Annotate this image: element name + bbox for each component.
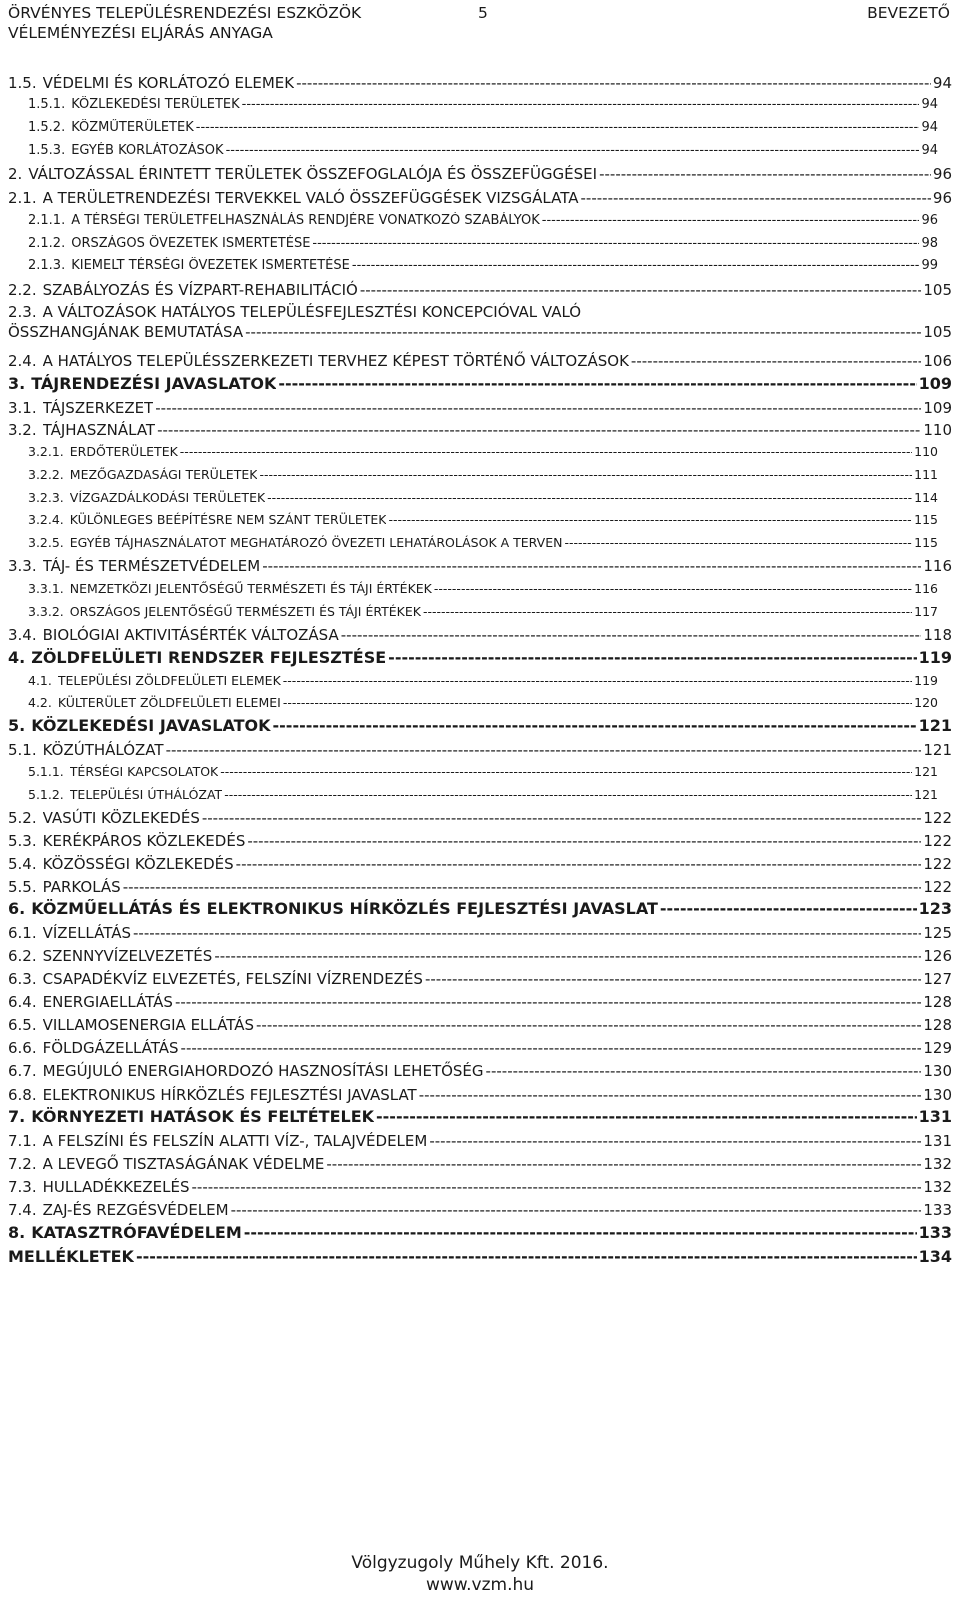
toc-entry-page: 122 xyxy=(923,832,952,850)
toc-entry-number: 2.1.2. xyxy=(28,236,66,251)
toc-entry[interactable] xyxy=(8,556,952,576)
toc-entry-title: A TERÜLETRENDEZÉSI TERVEKKEL VALÓ ÖSSZEFÜGGÉSEK VIZSGÁLATA xyxy=(42,189,579,207)
toc-entry-title: TÁJ- ÉS TERMÉSZETVÉDELEM xyxy=(42,557,261,575)
toc-entry-title: ELEKTRONIKUS HÍRKÖZLÉS FEJLESZTÉSI JAVASLAT xyxy=(42,1086,417,1104)
toc-entry-number: 3.2.1. xyxy=(28,444,64,459)
toc-entry-title: VILLAMOSENERGIA ELLÁTÁS xyxy=(42,1016,254,1034)
toc-entry-number: 1.5. xyxy=(8,74,37,92)
toc-entry[interactable] xyxy=(8,280,952,300)
toc-entry-number: 3.2.3. xyxy=(28,490,64,505)
toc-entry[interactable] xyxy=(8,877,952,897)
toc-entry[interactable] xyxy=(8,854,952,874)
toc-entry-title: A TÉRSÉGI TERÜLETFELHASZNÁLÁS RENDJÉRE VONATKOZÓ SZABÁLYOK xyxy=(71,213,540,228)
toc-entry-number: 6.7. xyxy=(8,1062,37,1080)
toc-leader-dashes xyxy=(419,1085,922,1105)
toc-entry-number: 3.2. xyxy=(8,421,37,439)
toc-leader-dashes xyxy=(429,1131,921,1151)
toc-leader-dashes xyxy=(326,1154,921,1174)
toc-entry-title: NEMZETKÖZI JELENTŐSÉGŰ TERMÉSZETI ÉS TÁJI ÉRTÉKEK xyxy=(69,581,432,596)
toc-entry[interactable] xyxy=(8,164,952,184)
toc-entry[interactable] xyxy=(8,1107,952,1127)
toc-entry[interactable] xyxy=(8,808,952,828)
toc-entry-page: 130 xyxy=(923,1086,952,1104)
toc-entry-number: 4.2. xyxy=(28,695,52,710)
toc-entry-page: 120 xyxy=(914,695,938,710)
toc-entry-number: 3.2.2. xyxy=(28,467,64,482)
toc-leader-dashes xyxy=(278,374,916,394)
toc-entry-page: 96 xyxy=(932,165,952,183)
toc-entry-page: 131 xyxy=(918,1107,952,1126)
toc-entry-title: FÖLDGÁZELLÁTÁS xyxy=(42,1039,179,1057)
toc-entry-number: 7.4. xyxy=(8,1201,37,1219)
page-header xyxy=(8,4,950,44)
toc-entry-title: KÖZÖSSÉGI KÖZLEKEDÉS xyxy=(42,855,234,873)
toc-entry-page: 121 xyxy=(918,716,952,735)
toc-entry[interactable] xyxy=(28,763,938,781)
toc-entry[interactable] xyxy=(28,96,938,114)
toc-entry[interactable] xyxy=(8,946,952,966)
toc-entry-title: A FELSZÍNI ÉS FELSZÍN ALATTI VÍZ-, TALAJVÉDELEM xyxy=(42,1132,428,1150)
toc-leader-dashes xyxy=(133,923,921,943)
toc-entry[interactable] xyxy=(28,443,938,461)
toc-entry-page: 128 xyxy=(923,1016,952,1034)
toc-entry-title: HULLADÉKKEZELÉS xyxy=(42,1178,190,1196)
toc-entry[interactable] xyxy=(28,466,938,484)
toc-entry-page: 133 xyxy=(923,1201,952,1219)
toc-entry[interactable] xyxy=(28,672,938,690)
toc-entry-title: KÜLÖNLEGES BEÉPÍTÉSRE NEM SZÁNT TERÜLETEK xyxy=(69,512,387,527)
toc-leader-dashes xyxy=(259,466,912,484)
toc-entry-page: 119 xyxy=(914,673,938,688)
toc-entry-page: 94 xyxy=(921,120,938,135)
toc-entry-number: 3.4. xyxy=(8,626,37,644)
toc-entry-page: 129 xyxy=(923,1039,952,1057)
toc-entry-title: TÁJSZERKEZET xyxy=(42,399,154,417)
toc-entry-title: VÁLTOZÁSSAL ÉRINTETT TERÜLETEK ÖSSZEFOGLALÓJA ÉS ÖSSZEFÜGGÉSEI xyxy=(28,165,598,183)
toc-entry[interactable] xyxy=(8,1177,952,1197)
toc-leader-dashes xyxy=(312,235,919,253)
toc-entry-page: 131 xyxy=(923,1132,952,1150)
toc-entry-title: PARKOLÁS xyxy=(42,878,121,896)
toc-leader-dashes xyxy=(283,672,912,690)
toc-entry-title: ZAJ-ÉS REZGÉSVÉDELEM xyxy=(42,1201,229,1219)
toc-entry[interactable] xyxy=(28,235,938,253)
toc-entry-number: 7.2. xyxy=(8,1155,37,1173)
toc-entry-number: 5.1. xyxy=(8,741,37,759)
toc-entry-number: 6. xyxy=(8,899,26,918)
toc-entry-page: 128 xyxy=(923,993,952,1011)
footer-website: www.vzm.hu xyxy=(425,1575,535,1595)
toc-leader-dashes xyxy=(262,556,921,576)
toc-entry-number: 2.2. xyxy=(8,281,37,299)
toc-leader-dashes xyxy=(542,212,920,230)
toc-leader-dashes xyxy=(180,443,912,461)
toc-entry[interactable] xyxy=(8,831,952,851)
toc-entry[interactable] xyxy=(28,142,938,160)
toc-entry-page: 115 xyxy=(914,535,938,550)
toc-entry-page: 96 xyxy=(932,189,952,207)
toc-leader-dashes xyxy=(273,716,917,736)
toc-entry-title: VÉDELMI ÉS KORLÁTOZÓ ELEMEK xyxy=(42,74,295,92)
toc-entry-page: 122 xyxy=(923,855,952,873)
toc-entry-page: 125 xyxy=(923,924,952,942)
toc-entry[interactable] xyxy=(8,374,952,394)
toc-entry-page: 94 xyxy=(921,143,938,158)
toc-entry-number: 5.4. xyxy=(8,855,37,873)
toc-entry-title: EGYÉB TÁJHASZNÁLATOT MEGHATÁROZÓ ÖVEZETI LEHATÁROLÁSOK A TERVEN xyxy=(69,535,563,550)
toc-entry-number: 3.3. xyxy=(8,557,37,575)
toc-entry-number: 6.4. xyxy=(8,993,37,1011)
toc-entry-title: BIOLÓGIAI AKTIVITÁSÉRTÉK VÁLTOZÁSA xyxy=(42,626,339,644)
toc-entry-page: 127 xyxy=(923,970,952,988)
header-subtitle: VÉLEMÉNYEZÉSI ELJÁRÁS ANYAGA xyxy=(8,24,273,42)
toc-entry[interactable] xyxy=(28,511,938,529)
toc-entry-page: 111 xyxy=(914,467,938,482)
toc-entry-number: 1.5.3. xyxy=(28,143,66,158)
toc-entry[interactable] xyxy=(8,899,952,919)
toc-entry-title: KÖZMŰTERÜLETEK xyxy=(71,120,194,135)
toc-entry-number: 7. xyxy=(8,1107,26,1126)
toc-entry-title: KIEMELT TÉRSÉGI ÖVEZETEK ISMERTETÉSE xyxy=(71,258,350,273)
toc-leader-dashes xyxy=(226,142,920,160)
toc-entry[interactable] xyxy=(28,119,938,137)
toc-entry-number: 6.5. xyxy=(8,1016,37,1034)
toc-entry-page: 98 xyxy=(921,236,938,251)
toc-entry-page: 106 xyxy=(923,352,952,370)
toc-entry-title: A VÁLTOZÁSOK HATÁLYOS TELEPÜLÉSFEJLESZTÉSI KONCEPCIÓVAL VALÓ xyxy=(42,303,582,321)
header-page-number: 5 xyxy=(478,4,488,22)
toc-entry-number: 4.1. xyxy=(28,673,52,688)
toc-entry-page: 115 xyxy=(914,512,938,527)
toc-entry-page: 121 xyxy=(923,741,952,759)
toc-leader-dashes xyxy=(231,1200,922,1220)
toc-entry[interactable] xyxy=(8,1131,952,1151)
toc-entry-number: 2.1.1. xyxy=(28,213,66,228)
toc-entry-page: 110 xyxy=(914,444,938,459)
toc-entry[interactable] xyxy=(8,1015,952,1035)
toc-entry-number: 5. xyxy=(8,716,26,735)
toc-entry[interactable] xyxy=(8,716,952,736)
toc-entry-title: EGYÉB KORLÁTOZÁSOK xyxy=(71,143,224,158)
toc-leader-dashes xyxy=(388,648,916,668)
toc-leader-dashes xyxy=(214,946,921,966)
toc-entry-page: 123 xyxy=(918,899,952,918)
toc-entry-title: ORSZÁGOS ÖVEZETEK ISMERTETÉSE xyxy=(71,236,311,251)
toc-entry-number: 6.3. xyxy=(8,970,37,988)
toc-entry-title: TÁJHASZNÁLAT xyxy=(42,421,156,439)
toc-entry[interactable] xyxy=(28,534,938,552)
toc-entry-title: MEGÚJULÓ ENERGIAHORDOZÓ HASZNOSÍTÁSI LEHETŐSÉG xyxy=(42,1062,484,1080)
header-section: BEVEZETŐ xyxy=(867,4,950,22)
toc-entry-page: 96 xyxy=(921,213,938,228)
toc-entry-number: 3.2.4. xyxy=(28,512,64,527)
toc-entry-number: 6.1. xyxy=(8,924,37,942)
toc-entry[interactable] xyxy=(8,1154,952,1174)
toc-leader-dashes xyxy=(242,96,920,114)
toc-entry-page: 130 xyxy=(923,1062,952,1080)
toc-leader-dashes xyxy=(352,257,920,275)
toc-entry-title: KATASZTRÓFAVÉDELEM xyxy=(31,1223,242,1242)
toc-entry-number: 1.5.2. xyxy=(28,120,66,135)
toc-entry-title: KÖZÚTHÁLÓZAT xyxy=(42,741,164,759)
toc-leader-dashes xyxy=(155,398,921,418)
toc-entry-title: KÖZLEKEDÉSI JAVASLATOK xyxy=(31,716,271,735)
toc-entry-number: 6.6. xyxy=(8,1039,37,1057)
toc-entry-page: 105 xyxy=(923,323,952,341)
toc-entry-page: 94 xyxy=(932,74,952,92)
toc-entry-number: 2. xyxy=(8,165,23,183)
toc-entry-title: ZÖLDFELÜLETI RENDSZER FEJLESZTÉSE xyxy=(31,648,387,667)
toc-entry-number: 3.3.1. xyxy=(28,581,64,596)
toc-entry-page: 132 xyxy=(923,1178,952,1196)
toc-entry-page: 122 xyxy=(923,809,952,827)
toc-entry-number: 8. xyxy=(8,1223,26,1242)
toc-entry[interactable] xyxy=(28,786,938,804)
toc-entry-title: MELLÉKLETEK xyxy=(8,1247,134,1266)
toc-entry[interactable] xyxy=(8,1223,952,1243)
toc-entry[interactable] xyxy=(8,625,952,645)
toc-entry-number: 7.3. xyxy=(8,1178,37,1196)
toc-leader-dashes xyxy=(136,1247,917,1267)
toc-entry[interactable] xyxy=(8,1247,952,1267)
toc-entry-page: 118 xyxy=(923,626,952,644)
toc-entry-page: 122 xyxy=(923,878,952,896)
toc-entry-title: KERÉKPÁROS KÖZLEKEDÉS xyxy=(42,832,246,850)
toc-entry-title: KÖRNYEZETI HATÁSOK ÉS FELTÉTELEK xyxy=(31,1107,375,1126)
toc-entry-number: 3.1. xyxy=(8,399,37,417)
toc-leader-dashes xyxy=(245,322,921,342)
toc-leader-dashes xyxy=(157,420,921,440)
toc-entry-title: TELEPÜLÉSI ÚTHÁLÓZAT xyxy=(69,787,223,802)
toc-entry-number: 5.3. xyxy=(8,832,37,850)
toc-leader-dashes xyxy=(660,899,917,919)
footer-company: Völgyzugoly Műhely Kft. 2016. xyxy=(351,1553,609,1573)
header-title: ÖRVÉNYES TELEPÜLÉSRENDEZÉSI ESZKÖZÖK xyxy=(8,4,362,22)
toc-leader-dashes xyxy=(220,763,912,781)
toc-entry[interactable] xyxy=(8,1061,952,1081)
toc-leader-dashes xyxy=(196,119,920,137)
toc-entry-title: KÜLTERÜLET ZÖLDFELÜLETI ELEMEI xyxy=(57,695,281,710)
toc-leader-dashes xyxy=(425,969,921,989)
toc-entry-page: 105 xyxy=(923,281,952,299)
toc-entry-title: SZABÁLYOZÁS ÉS VÍZPART-REHABILITÁCIÓ xyxy=(42,281,358,299)
toc-leader-dashes xyxy=(123,877,922,897)
toc-leader-dashes xyxy=(341,625,922,645)
toc-entry-title: A LEVEGŐ TISZTASÁGÁNAK VÉDELME xyxy=(42,1155,325,1173)
toc-entry-title: SZENNYVÍZELVEZETÉS xyxy=(42,947,213,965)
toc-leader-dashes xyxy=(247,831,921,851)
toc-entry-page: 114 xyxy=(914,490,938,505)
toc-entry[interactable] xyxy=(8,648,952,668)
toc-leader-dashes xyxy=(599,164,931,184)
toc-entry[interactable] xyxy=(8,420,952,440)
toc-entry[interactable] xyxy=(28,489,938,507)
toc-entry-title: VASÚTI KÖZLEKEDÉS xyxy=(42,809,200,827)
toc-entry-number: 2.1. xyxy=(8,189,37,207)
toc-leader-dashes xyxy=(486,1061,922,1081)
toc-entry-title: TÉRSÉGI KAPCSOLATOK xyxy=(69,764,219,779)
toc-entry[interactable] xyxy=(8,351,952,371)
toc-entry-title: CSAPADÉKVÍZ ELVEZETÉS, FELSZÍNI VÍZRENDEZÉS xyxy=(42,970,423,988)
toc-entry-number: 7.1. xyxy=(8,1132,37,1150)
toc-leader-dashes xyxy=(631,351,921,371)
toc-leader-dashes xyxy=(236,854,922,874)
toc-entry-number: 5.1.1. xyxy=(28,764,64,779)
toc-entry-number: 3. xyxy=(8,374,26,393)
toc-entry-number: 6.8. xyxy=(8,1086,37,1104)
toc-entry-title: MEZŐGAZDASÁGI TERÜLETEK xyxy=(69,467,258,482)
toc-entry[interactable] xyxy=(8,1200,952,1220)
toc-entry-title-line2 xyxy=(8,322,952,342)
toc-leader-dashes xyxy=(175,992,921,1012)
toc-entry-page: 133 xyxy=(918,1223,952,1242)
toc-leader-dashes xyxy=(166,740,922,760)
toc-entry-page: 116 xyxy=(923,557,952,575)
toc-entry-page: 109 xyxy=(923,399,952,417)
toc-entry-number: 4. xyxy=(8,648,26,667)
toc-entry[interactable] xyxy=(28,580,938,598)
toc-entry-title: VÍZELLÁTÁS xyxy=(42,924,131,942)
toc-entry-number: 3.3.2. xyxy=(28,604,64,619)
toc-entry-page: 110 xyxy=(923,421,952,439)
toc-entry-title-line1 xyxy=(8,302,952,322)
toc-entry[interactable] xyxy=(28,603,938,621)
toc-leader-dashes xyxy=(564,534,912,552)
toc-entry-page: 116 xyxy=(914,581,938,596)
toc-entry-page: 117 xyxy=(914,604,938,619)
toc-leader-dashes xyxy=(296,73,931,93)
toc-entry-title: VÍZGAZDÁLKODÁSI TERÜLETEK xyxy=(69,490,266,505)
toc-entry[interactable] xyxy=(28,257,938,275)
toc-entry[interactable] xyxy=(8,1085,952,1105)
toc-entry-number: 5.2. xyxy=(8,809,37,827)
toc-leader-dashes xyxy=(581,188,931,208)
toc-leader-dashes xyxy=(202,808,922,828)
toc-leader-dashes xyxy=(192,1177,922,1197)
toc-entry[interactable] xyxy=(8,992,952,1012)
toc-entry-title: KÖZMŰELLÁTÁS ÉS ELEKTRONIKUS HÍRKÖZLÉS FEJLESZTÉSI JAVASLAT xyxy=(31,899,658,918)
toc-leader-dashes xyxy=(256,1015,921,1035)
toc-entry-page: 94 xyxy=(921,97,938,112)
toc-leader-dashes xyxy=(376,1107,917,1127)
toc-entry-number: 2.4. xyxy=(8,352,37,370)
toc-entry[interactable] xyxy=(28,212,938,230)
toc-entry-title: TÁJRENDEZÉSI JAVASLATOK xyxy=(31,374,277,393)
toc-entry-title: ENERGIAELLÁTÁS xyxy=(42,993,173,1011)
toc-entry-page: 121 xyxy=(914,787,938,802)
toc-entry[interactable] xyxy=(8,188,952,208)
toc-leader-dashes xyxy=(224,786,912,804)
toc-entry[interactable] xyxy=(8,923,952,943)
toc-entry-number: 2.1.3. xyxy=(28,258,66,273)
toc-entry-title: KÖZLEKEDÉSI TERÜLETEK xyxy=(71,97,240,112)
toc-entry-page: 121 xyxy=(914,764,938,779)
toc-leader-dashes xyxy=(244,1223,917,1243)
toc-leader-dashes xyxy=(388,511,912,529)
toc-entry-page: 126 xyxy=(923,947,952,965)
toc-leader-dashes xyxy=(434,580,912,598)
toc-entry-number: 3.2.5. xyxy=(28,535,64,550)
toc-entry-page: 109 xyxy=(918,374,952,393)
toc-entry-title: ERDŐTERÜLETEK xyxy=(69,444,178,459)
toc-leader-dashes xyxy=(267,489,912,507)
toc-leader-dashes xyxy=(283,694,912,712)
toc-entry-page: 99 xyxy=(921,258,938,273)
toc-entry-number: 6.2. xyxy=(8,947,37,965)
toc-leader-dashes xyxy=(423,603,912,621)
toc-entry[interactable] xyxy=(8,1038,952,1058)
toc-entry[interactable] xyxy=(28,694,938,712)
toc-entry-page: 134 xyxy=(918,1247,952,1266)
toc-entry-number: 1.5.1. xyxy=(28,97,66,112)
toc-entry-number: 5.5. xyxy=(8,878,37,896)
toc-entry[interactable] xyxy=(8,398,952,418)
toc-entry-page: 132 xyxy=(923,1155,952,1173)
toc-leader-dashes xyxy=(360,280,922,300)
toc-entry-number: 5.1.2. xyxy=(28,787,64,802)
toc-entry[interactable] xyxy=(8,969,952,989)
toc-entry-title: ORSZÁGOS JELENTŐSÉGŰ TERMÉSZETI ÉS TÁJI ÉRTÉKEK xyxy=(69,604,421,619)
toc-leader-dashes xyxy=(181,1038,922,1058)
toc-entry-title: ÖSSZHANGJÁNAK BEMUTATÁSA xyxy=(8,323,244,341)
toc-entry-page: 119 xyxy=(918,648,952,667)
toc-entry-title: TELEPÜLÉSI ZÖLDFELÜLETI ELEMEK xyxy=(57,673,281,688)
toc-entry[interactable] xyxy=(8,302,952,342)
toc-entry-title: A HATÁLYOS TELEPÜLÉSSZERKEZETI TERVHEZ KÉPEST TÖRTÉNŐ VÁLTOZÁSOK xyxy=(42,352,629,370)
toc-entry-number: 2.3. xyxy=(8,303,37,321)
toc-entry[interactable] xyxy=(8,73,952,93)
toc-entry[interactable] xyxy=(8,740,952,760)
